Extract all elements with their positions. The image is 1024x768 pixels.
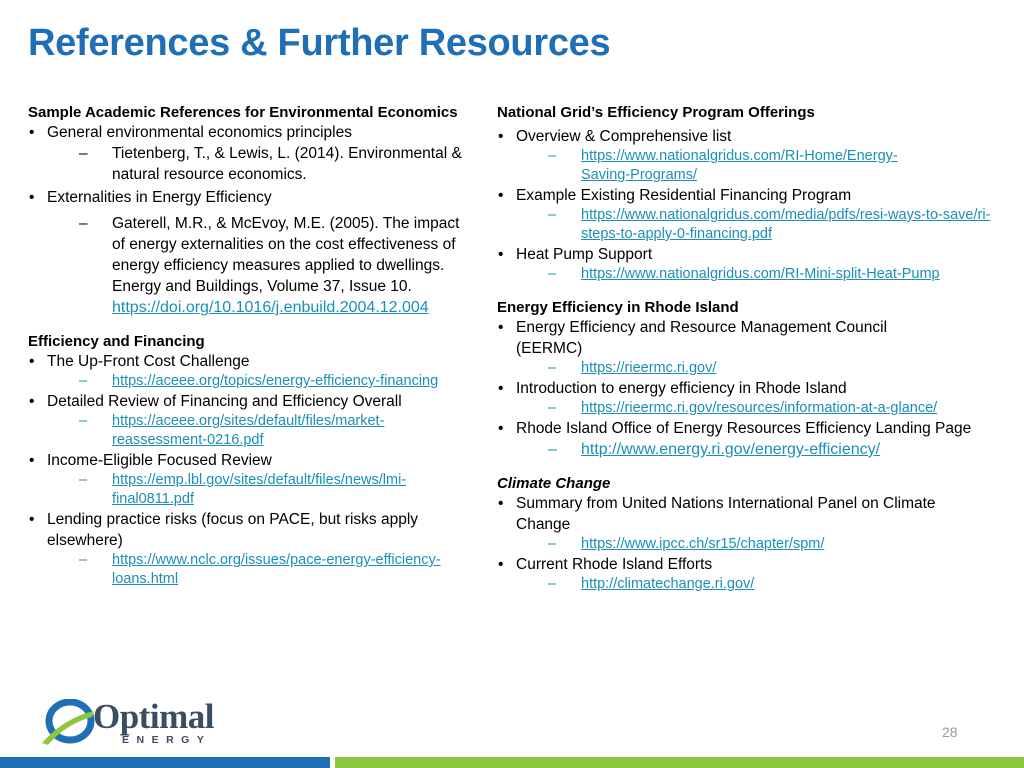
ngrid-link[interactable]: – https://www.nationalgridus.com/RI-Home/Energy-Saving-Programs/ (497, 147, 931, 185)
ri-item-label: • Rhode Island Office of Energy Resources Efficiency Landing Page (497, 418, 996, 439)
academic-item-label: • General environmental economics principles (28, 122, 468, 143)
ri-item-label: • Introduction to energy efficiency in Rhode Island (497, 378, 1002, 399)
ngrid-heading: National Grid’s Efficiency Program Offerings (497, 104, 815, 121)
financing-link[interactable]: – https://aceee.org/topics/energy-efficiency-financing (28, 372, 468, 391)
financing-item-label: • Detailed Review of Financing and Efficiency Overall (28, 391, 468, 412)
ngrid-item-label: • Overview & Comprehensive list (497, 126, 1002, 147)
climate-item-label: • Current Rhode Island Efforts (497, 554, 1002, 575)
academic-heading: Sample Academic References for Environmental Economics (28, 104, 458, 121)
climate-item-label: • Summary from United Nations International Panel on Climate Change (497, 493, 936, 535)
logo-subtitle: ENERGY (122, 734, 212, 746)
financing-item-label: • The Up-Front Cost Challenge (28, 351, 468, 372)
footer-bar-green (335, 757, 1024, 768)
ngrid-item-label: • Example Existing Residential Financing Program (497, 185, 1002, 206)
financing-link[interactable]: – https://aceee.org/sites/default/files/market-reassessment-0216.pdf (28, 412, 412, 450)
academic-item-citation: – Tietenberg, T., & Lewis, L. (2014). Environmental & natural resource economics. (28, 143, 468, 185)
financing-link[interactable]: – https://emp.lbl.gov/sites/default/files/news/lmi-final0811.pdf (28, 471, 432, 509)
climate-link[interactable]: – https://www.ipcc.ch/sr15/chapter/spm/ (497, 535, 1002, 554)
financing-item-label: • Income-Eligible Focused Review (28, 450, 468, 471)
financing-heading: Efficiency and Financing (28, 333, 205, 350)
right-column (497, 103, 1002, 594)
page-title: References & Further Resources (28, 22, 611, 64)
citation-text: Gaterell, M.R., & McEvoy, M.E. (2005). The impact of energy externalities on the cost effectiveness of energy efficiency measures applied to dwellings. Energy and Buildings, Volume 37, Issue 10. (112, 215, 460, 295)
academic-item-label: • Externalities in Energy Efficiency (28, 187, 468, 208)
financing-item-label: • Lending practice risks (focus on PACE, but risks apply elsewhere) (28, 509, 468, 551)
academic-item-citation (28, 213, 468, 318)
doi-link[interactable]: https://doi.org/10.1016/j.enbuild.2004.12.004 (112, 299, 429, 316)
ngrid-link[interactable]: – https://www.nationalgridus.com/RI-Mini-split-Heat-Pump (497, 265, 1002, 284)
climate-link[interactable]: – http://climatechange.ri.gov/ (497, 575, 1002, 594)
ri-link[interactable]: – https://rieermc.ri.gov/ (497, 359, 1002, 378)
logo-wordmark: Optimal (93, 697, 214, 736)
left-column (28, 103, 468, 589)
page-number: 28 (942, 724, 958, 740)
ri-link[interactable]: – http://www.energy.ri.gov/energy-efficiency/ (497, 439, 1002, 460)
financing-link[interactable]: – https://www.nclc.org/issues/pace-energy-efficiency-loans.html (28, 551, 472, 589)
optimal-energy-logo (40, 697, 214, 749)
ngrid-link[interactable]: – https://www.nationalgridus.com/media/pdfs/resi-ways-to-save/ri-steps-to-apply-0-financing.pdf (497, 206, 991, 244)
footer-bar-blue (0, 757, 330, 768)
ri-item-label: • Energy Efficiency and Resource Management Council (EERMC) (497, 317, 946, 359)
logo-swoosh-icon (40, 699, 96, 749)
climate-heading: Climate Change (497, 475, 611, 492)
ri-heading: Energy Efficiency in Rhode Island (497, 299, 739, 316)
ngrid-item-label: • Heat Pump Support (497, 244, 1002, 265)
ri-link[interactable]: – https://rieermc.ri.gov/resources/information-at-a-glance/ (497, 399, 1002, 418)
